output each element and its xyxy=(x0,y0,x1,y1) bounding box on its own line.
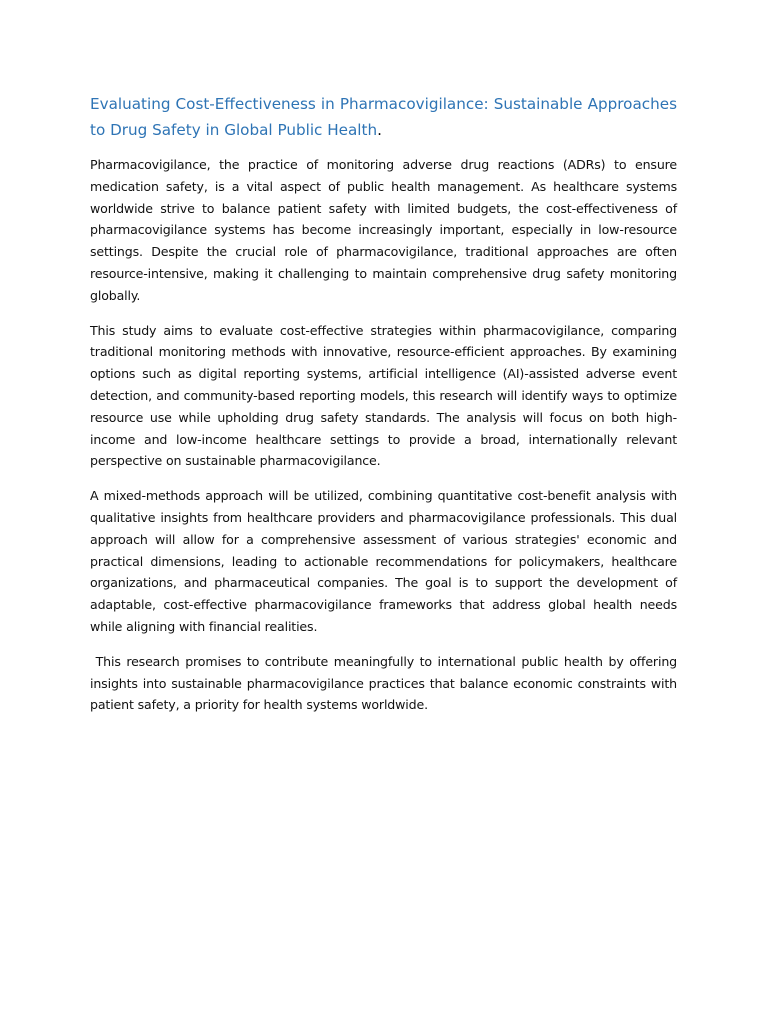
document-title-period: . xyxy=(377,121,382,139)
document-title-text: Evaluating Cost-Effectiveness in Pharmacovigilance: Sustainable Approaches to Drug Safety in Global Public Health xyxy=(90,95,677,139)
paragraph-2: This study aims to evaluate cost-effective strategies within pharmacovigilance, comparing traditional monitoring methods with innovative, resource-efficient approaches. By examining options such as digital reporting systems, artificial intelligence (AI)-assisted adverse event detection, and community-based reporting models, this research will identify ways to optimize resource use while upholding drug safety standards. The analysis will focus on both high-income and low-income healthcare settings to provide a broad, internationally relevant perspective on sustainable pharmacovigilance. xyxy=(90,322,677,469)
document-body xyxy=(90,91,681,729)
paragraph-1: Pharmacovigilance, the practice of monitoring adverse drug reactions (ADRs) to ensure medication safety, is a vital aspect of public health management. As healthcare systems worldwide strive to balance patient safety with limited budgets, the cost-effectiveness of pharmacovigilance systems has become increasingly important, especially in low-resource settings. Despite the crucial role of pharmacovigilance, traditional approaches are often resource-intensive, making it challenging to maintain comprehensive drug safety monitoring globally. xyxy=(90,157,677,303)
paragraph-4: This research promises to contribute meaningfully to international public health by offering insights into sustainable pharmacovigilance practices that balance economic constraints with patient safety, a priority for health systems worldwide. xyxy=(90,653,681,713)
paragraph-3: A mixed-methods approach will be utilized, combining quantitative cost-benefit analysis with qualitative insights from healthcare providers and pharmacovigilance professionals. This dual approach will allow for a comprehensive assessment of various strategies' economic and practical dimensions, leading to actionable recommendations for policymakers, healthcare organizations, and pharmaceutical companies. The goal is to support the development of adaptable, cost-effective pharmacovigilance frameworks that address global health needs while aligning with financial realities. xyxy=(90,488,677,634)
document-title xyxy=(90,91,677,143)
